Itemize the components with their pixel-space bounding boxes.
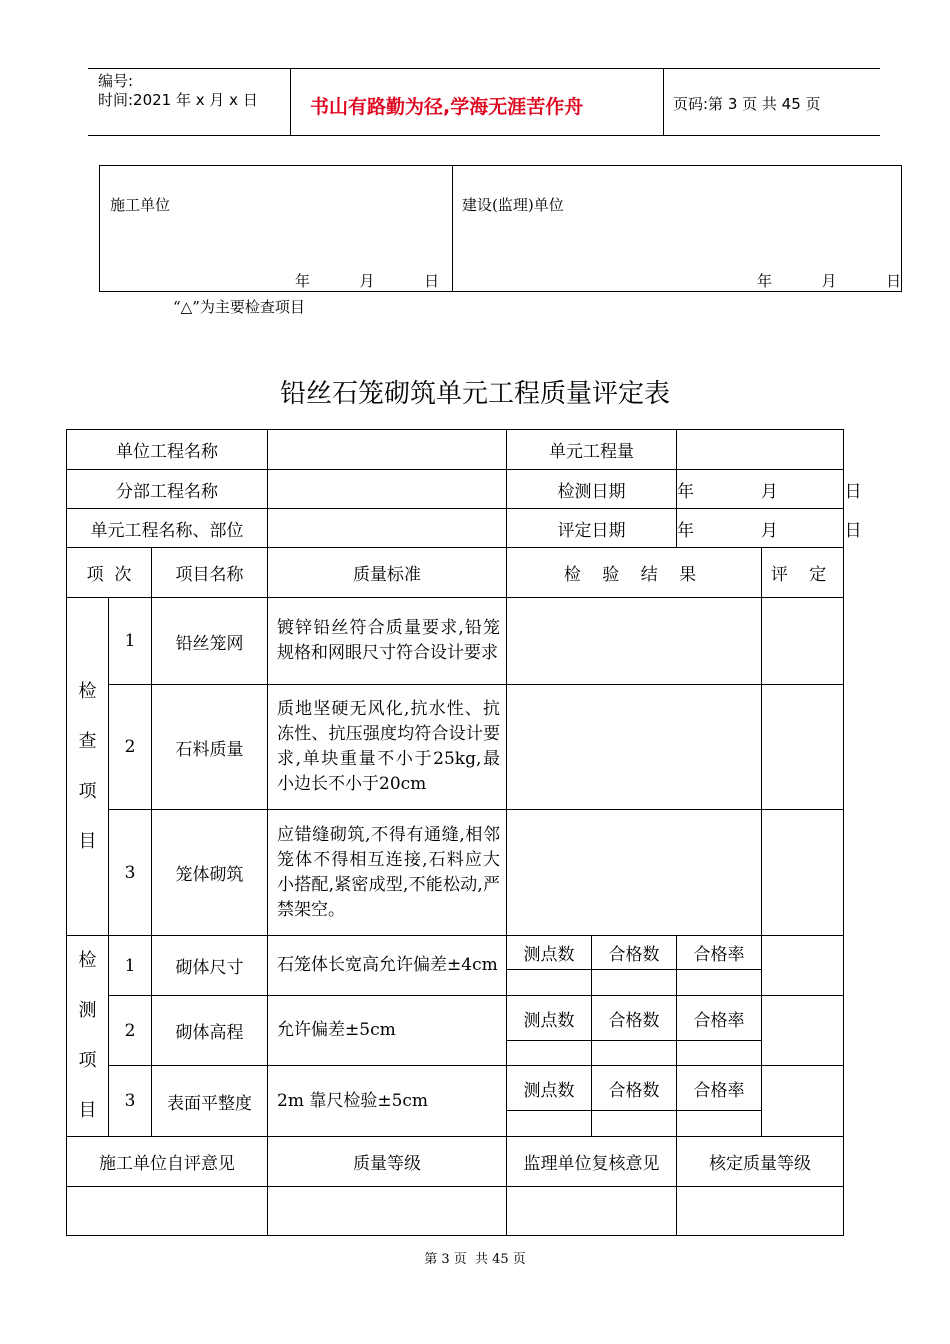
standard-header: 质量标准 — [268, 548, 507, 598]
inspection-row-3-name: 笼体砌筑 — [152, 810, 268, 936]
approved-grade-value[interactable] — [677, 1187, 844, 1236]
inspection-row-3-no: 3 — [109, 810, 152, 936]
test-date-value[interactable] — [677, 470, 862, 509]
inspection-row-2-standard: 质地坚硬无风化,抗水性、抗冻性、抗压强度均符合设计要求,单块重量不小于25kg,最小边长不小于20cm — [268, 685, 507, 810]
construction-unit-date: 年 月 日 — [295, 272, 440, 290]
inspection-row-3-rating[interactable] — [762, 810, 844, 936]
inspection-row-1-no: 1 — [109, 598, 152, 685]
construction-unit-signature-cell — [100, 166, 453, 292]
inspection-row-2-result[interactable] — [507, 685, 762, 810]
measurement-row-1-rate-value[interactable] — [677, 970, 762, 996]
measurement-row-1-points-value[interactable] — [507, 970, 592, 996]
measurement-row-2-points-value[interactable] — [507, 1041, 592, 1066]
measurement-row-1-passed-header: 合格数 — [592, 936, 677, 970]
unit-project-name-value[interactable] — [268, 430, 507, 470]
inspection-row-1-result[interactable] — [507, 598, 762, 685]
measurement-row-2-rating[interactable] — [762, 996, 844, 1066]
measurement-row-3-passed-value[interactable] — [592, 1111, 677, 1137]
supervisor-unit-signature-cell — [453, 166, 902, 292]
eval-date-label: 评定日期 — [507, 509, 677, 548]
measurement-row-1-passed-value[interactable] — [592, 970, 677, 996]
page-footer: 第 3 页 共 45 页 — [424, 1252, 526, 1267]
measurement-row-3-standard: 2m 靠尺检验±5cm — [268, 1066, 507, 1137]
unit-project-name-label: 单位工程名称 — [67, 430, 268, 470]
inspection-row-2-rating[interactable] — [762, 685, 844, 810]
measurement-row-2-rate-value[interactable] — [677, 1041, 762, 1066]
measurement-row-3-rating[interactable] — [762, 1066, 844, 1137]
quality-grade-value[interactable] — [268, 1187, 507, 1236]
self-eval-label: 施工单位自评意见 — [67, 1137, 268, 1187]
signature-table — [99, 165, 902, 292]
supervisor-review-label: 监理单位复核意见 — [507, 1137, 677, 1187]
self-eval-value[interactable] — [67, 1187, 268, 1236]
division-name-label: 分部工程名称 — [67, 470, 268, 509]
measurement-row-2-no: 2 — [109, 996, 152, 1066]
result-header: 检 验 结 果 — [507, 548, 762, 598]
measurement-group-label — [67, 936, 109, 1137]
header-divider-right — [663, 68, 664, 136]
header-page-info: 页码:第 3 页 共 45 页 — [673, 95, 821, 113]
inspection-row-1-rating[interactable] — [762, 598, 844, 685]
inspection-row-2-name: 石料质量 — [152, 685, 268, 810]
item-name-header: 项目名称 — [152, 548, 268, 598]
measurement-row-2-standard: 允许偏差±5cm — [268, 996, 507, 1066]
main-item-note: “△”为主要检查项目 — [173, 298, 305, 316]
measurement-row-2-name: 砌体高程 — [152, 996, 268, 1066]
measurement-group-text: 检测项目 — [78, 950, 97, 1121]
measurement-row-2-rate-header: 合格率 — [677, 996, 762, 1041]
measurement-row-2-points-header: 测点数 — [507, 996, 592, 1041]
measurement-row-3-points-value[interactable] — [507, 1111, 592, 1137]
measurement-row-3-points-header: 测点数 — [507, 1066, 592, 1111]
measurement-row-3-rate-header: 合格率 — [677, 1066, 762, 1111]
measurement-row-3-rate-value[interactable] — [677, 1111, 762, 1137]
approved-grade-label: 核定质量等级 — [677, 1137, 844, 1187]
measurement-row-3-name: 表面平整度 — [152, 1066, 268, 1137]
header-top-rule — [88, 68, 880, 69]
form-title: 铅丝石笼砌筑单元工程质量评定表 — [279, 379, 670, 409]
construction-unit-label: 施工单位 — [110, 196, 171, 214]
measurement-row-2-passed-header: 合格数 — [592, 996, 677, 1041]
rating-header: 评 定 — [762, 548, 844, 598]
document-number-label: 编号: — [98, 72, 134, 90]
unit-quantity-label: 单元工程量 — [507, 430, 677, 470]
inspection-row-3-result[interactable] — [507, 810, 762, 936]
inspection-group-text: 检查项目 — [78, 680, 97, 852]
inspection-row-1-standard: 镀锌铅丝符合质量要求,铅笼规格和网眼尺寸符合设计要求 — [268, 598, 507, 685]
element-name-label: 单元工程名称、部位 — [67, 509, 268, 548]
quality-assessment-table — [66, 429, 862, 1236]
supervisor-review-value[interactable] — [507, 1187, 677, 1236]
measurement-row-3-no: 3 — [109, 1066, 152, 1137]
document-time-label: 时间:2021 年 x 月 x 日 — [98, 91, 258, 109]
measurement-row-1-name: 砌体尺寸 — [152, 936, 268, 996]
header-bottom-rule — [88, 135, 880, 136]
inspection-row-3-standard: 应错缝砌筑,不得有通缝,相邻笼体不得相互连接,石料应大小搭配,紧密成型,不能松动,严禁架空。 — [268, 810, 507, 936]
division-name-value[interactable] — [268, 470, 507, 509]
inspection-group-label — [67, 598, 109, 936]
quality-grade-label: 质量等级 — [268, 1137, 507, 1187]
item-no-header: 项 次 — [67, 548, 152, 598]
inspection-row-2-no: 2 — [109, 685, 152, 810]
measurement-row-3-passed-header: 合格数 — [592, 1066, 677, 1111]
unit-quantity-value[interactable] — [677, 430, 844, 470]
header-divider-left — [290, 68, 291, 136]
element-name-value[interactable] — [268, 509, 507, 548]
measurement-row-1-rate-header: 合格率 — [677, 936, 762, 970]
supervisor-unit-label: 建设(监理)单位 — [462, 196, 564, 214]
measurement-row-1-rating[interactable] — [762, 936, 844, 996]
eval-date-value[interactable] — [677, 509, 862, 548]
inspection-row-1-name: 铅丝笼网 — [152, 598, 268, 685]
test-date-text: 年 月 日 — [677, 481, 862, 502]
measurement-row-1-points-header: 测点数 — [507, 936, 592, 970]
eval-date-text: 年 月 日 — [677, 520, 862, 541]
measurement-row-1-standard: 石笼体长宽高允许偏差±4cm — [268, 936, 507, 996]
header-motto: 书山有路勤为径,学海无涯苦作舟 — [310, 96, 584, 118]
measurement-row-1-no: 1 — [109, 936, 152, 996]
measurement-row-2-passed-value[interactable] — [592, 1041, 677, 1066]
test-date-label: 检测日期 — [507, 470, 677, 509]
supervisor-unit-date: 年 月 日 — [757, 272, 902, 290]
